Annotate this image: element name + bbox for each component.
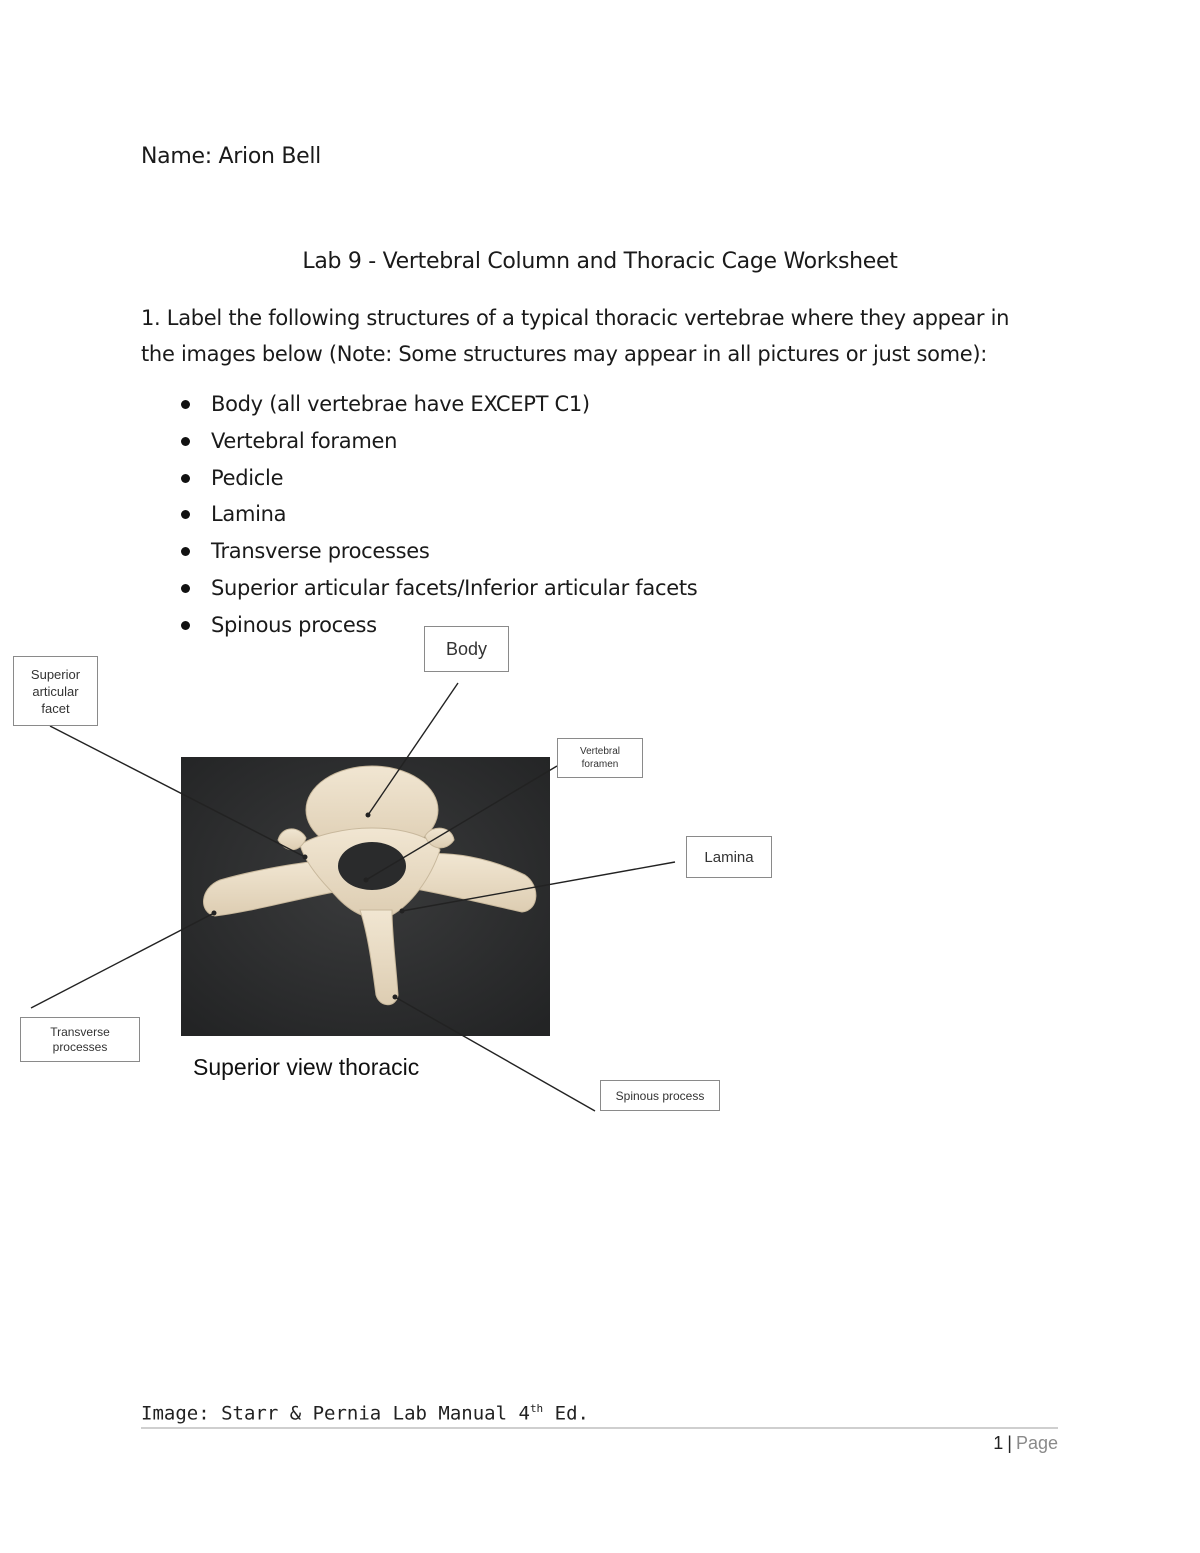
list-item: Vertebral foramen bbox=[181, 423, 697, 460]
worksheet-title: Lab 9 - Vertebral Column and Thoracic Cage Worksheet bbox=[302, 249, 898, 274]
label-spinous-process: Spinous process bbox=[600, 1080, 720, 1111]
student-name: Name: Arion Bell bbox=[141, 144, 321, 169]
footer-divider bbox=[141, 1427, 1058, 1429]
image-credit: Image: Starr & Pernia Lab Manual 4th Ed. bbox=[141, 1402, 589, 1425]
label-lamina: Lamina bbox=[686, 836, 772, 878]
page-number: 1 | Page bbox=[993, 1433, 1058, 1453]
figure-caption: Superior view thoracic bbox=[193, 1054, 420, 1080]
label-body: Body bbox=[424, 626, 509, 672]
list-item: Pedicle bbox=[181, 460, 697, 497]
list-item: Spinous process bbox=[181, 607, 697, 644]
label-transverse-processes: Transverse processes bbox=[20, 1017, 140, 1062]
list-item: Transverse processes bbox=[181, 533, 697, 570]
question-1-prompt: 1. Label the following structures of a typical thoracic vertebrae where they appear in the images below (Note: Some structures may appear in all pictures or just some): bbox=[141, 306, 1010, 366]
label-superior-articular-facet: Superior articular facet bbox=[13, 656, 98, 726]
list-item: Body (all vertebrae have EXCEPT C1) bbox=[181, 386, 697, 423]
list-item: Lamina bbox=[181, 496, 697, 533]
label-vertebral-foramen: Vertebral foramen bbox=[557, 738, 643, 778]
list-item: Superior articular facets/Inferior articular facets bbox=[181, 570, 697, 607]
